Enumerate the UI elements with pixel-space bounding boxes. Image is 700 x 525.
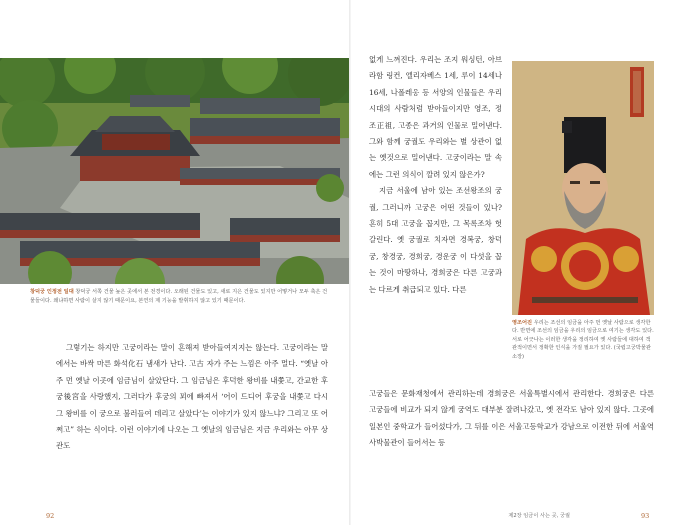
right-column-paragraph-2: 지금 서울에 남아 있는 조선왕조의 궁궐, 그러니까 고궁은 어떤 것들이 있나? 흔히 5대 고궁을 꼽지만, 그 목록조차 헛갈린다. 옛 궁궐로 치자면 경복궁, 창덕궁, 창경궁, 경희궁, 경운궁 이 다섯을 꼽는 것이 마땅하나, 경희궁은 다른 고궁과는 다르게 취급되고 있다. 다른 (369, 186, 502, 294)
running-head: 제2장 임금이 사는 곳, 궁궐 (508, 513, 570, 519)
palace-photo (0, 58, 349, 284)
right-column-paragraph-1: 없게 느껴진다. 우리는 조지 워싱턴, 아브라함 링컨, 엘리자베스 1세, 루이 14세나 16세, 나폴레옹 등 서양의 인물들은 우리 시대의 사람처럼 받아들이지만 영조, 정조正祖, 고종은 과거의 인물로 밀어낸다. 그와 함께 궁궐도 우리와는 별 상관이 없는 옛것으로 밀어낸다. 고궁이라는 말 속에는 그런 의식이 깔려 있지 않은가? (369, 55, 502, 179)
right-bottom-paragraph: 고궁들은 문화재청에서 관리하는데 경희궁은 서울특별시에서 관리한다. 경희궁은 다른 고궁들에 비교가 되지 않게 궁역도 대부분 잘려나갔고, 옛 전각도 남아 있지 않다. 그곳에 일본인 중학교가 들어섰다가, 그 뒤를 이은 서울고등학교가 강남으로 이전한 뒤에 서울역사박물관이 들어서는 등 (369, 389, 654, 448)
book-gutter (349, 0, 351, 525)
left-paragraph: 그렇기는 하지만 고궁이라는 말이 흔해져 받아들여지지는 않는다. 고궁이라는 말에서는 바싹 마른 화석化石 냄새가 난다. 고古 자가 주는 느낌은 아주 멀다. “옛날 아주 먼 옛날 이곳에 임금님이 살았단다. 그 임금님은 후덕한 왕비를 내쫓고, 간교한 후궁後宮을 사랑했지, 그러다가 후궁의 꾀에 빠져서 ‘어이 드디어 후궁을 내쫓고 다시 그 왕비를 이 궁으로 불러들여 데리고 살았다’는 이야기가 있지 않느냐? 그리고 또 어쩌고” 하는 식이다. 이런 이야기에 나오는 그 옛날의 임금님은 지금 우리와는 아무 상관도 (56, 343, 328, 451)
portrait-caption-body: 우리는 조선의 임금을 아주 먼 옛날 사람으로 생각한다. 반면에 조선의 임금을 우리의 임금으로 여기는 생각도 있다. 서로 어긋나는 이러한 생각을 정리하여 옛 사람들에 대하여 객관적이면서 정확한 인식을 가질 필요가 있다. (국립고궁박물관 소장) (512, 320, 654, 360)
king-portrait (512, 61, 654, 315)
portrait-caption-title: 영조어진 (512, 320, 533, 326)
portrait-caption (512, 319, 654, 361)
right-body-text (369, 386, 654, 452)
left-page-number: 92 (46, 512, 55, 520)
photo-caption-body: 창덕궁 서쪽 건물 높은 곳에서 본 전경이다. 오래된 건물도 있고, 새로 지은 건물도 있지만 어떻거나 모두 축은 건물들이다. 왜냐하면 사람이 살지 않기 때문이요, 본연의 제 기능을 발휘하지 않고 있기 때문이다. (30, 289, 328, 304)
photo-caption (30, 288, 328, 305)
right-column-text (369, 52, 502, 298)
right-page-number: 93 (641, 512, 650, 520)
left-body-text (56, 340, 328, 455)
photo-caption-title: 창덕궁 인정전 일대 (30, 289, 74, 295)
